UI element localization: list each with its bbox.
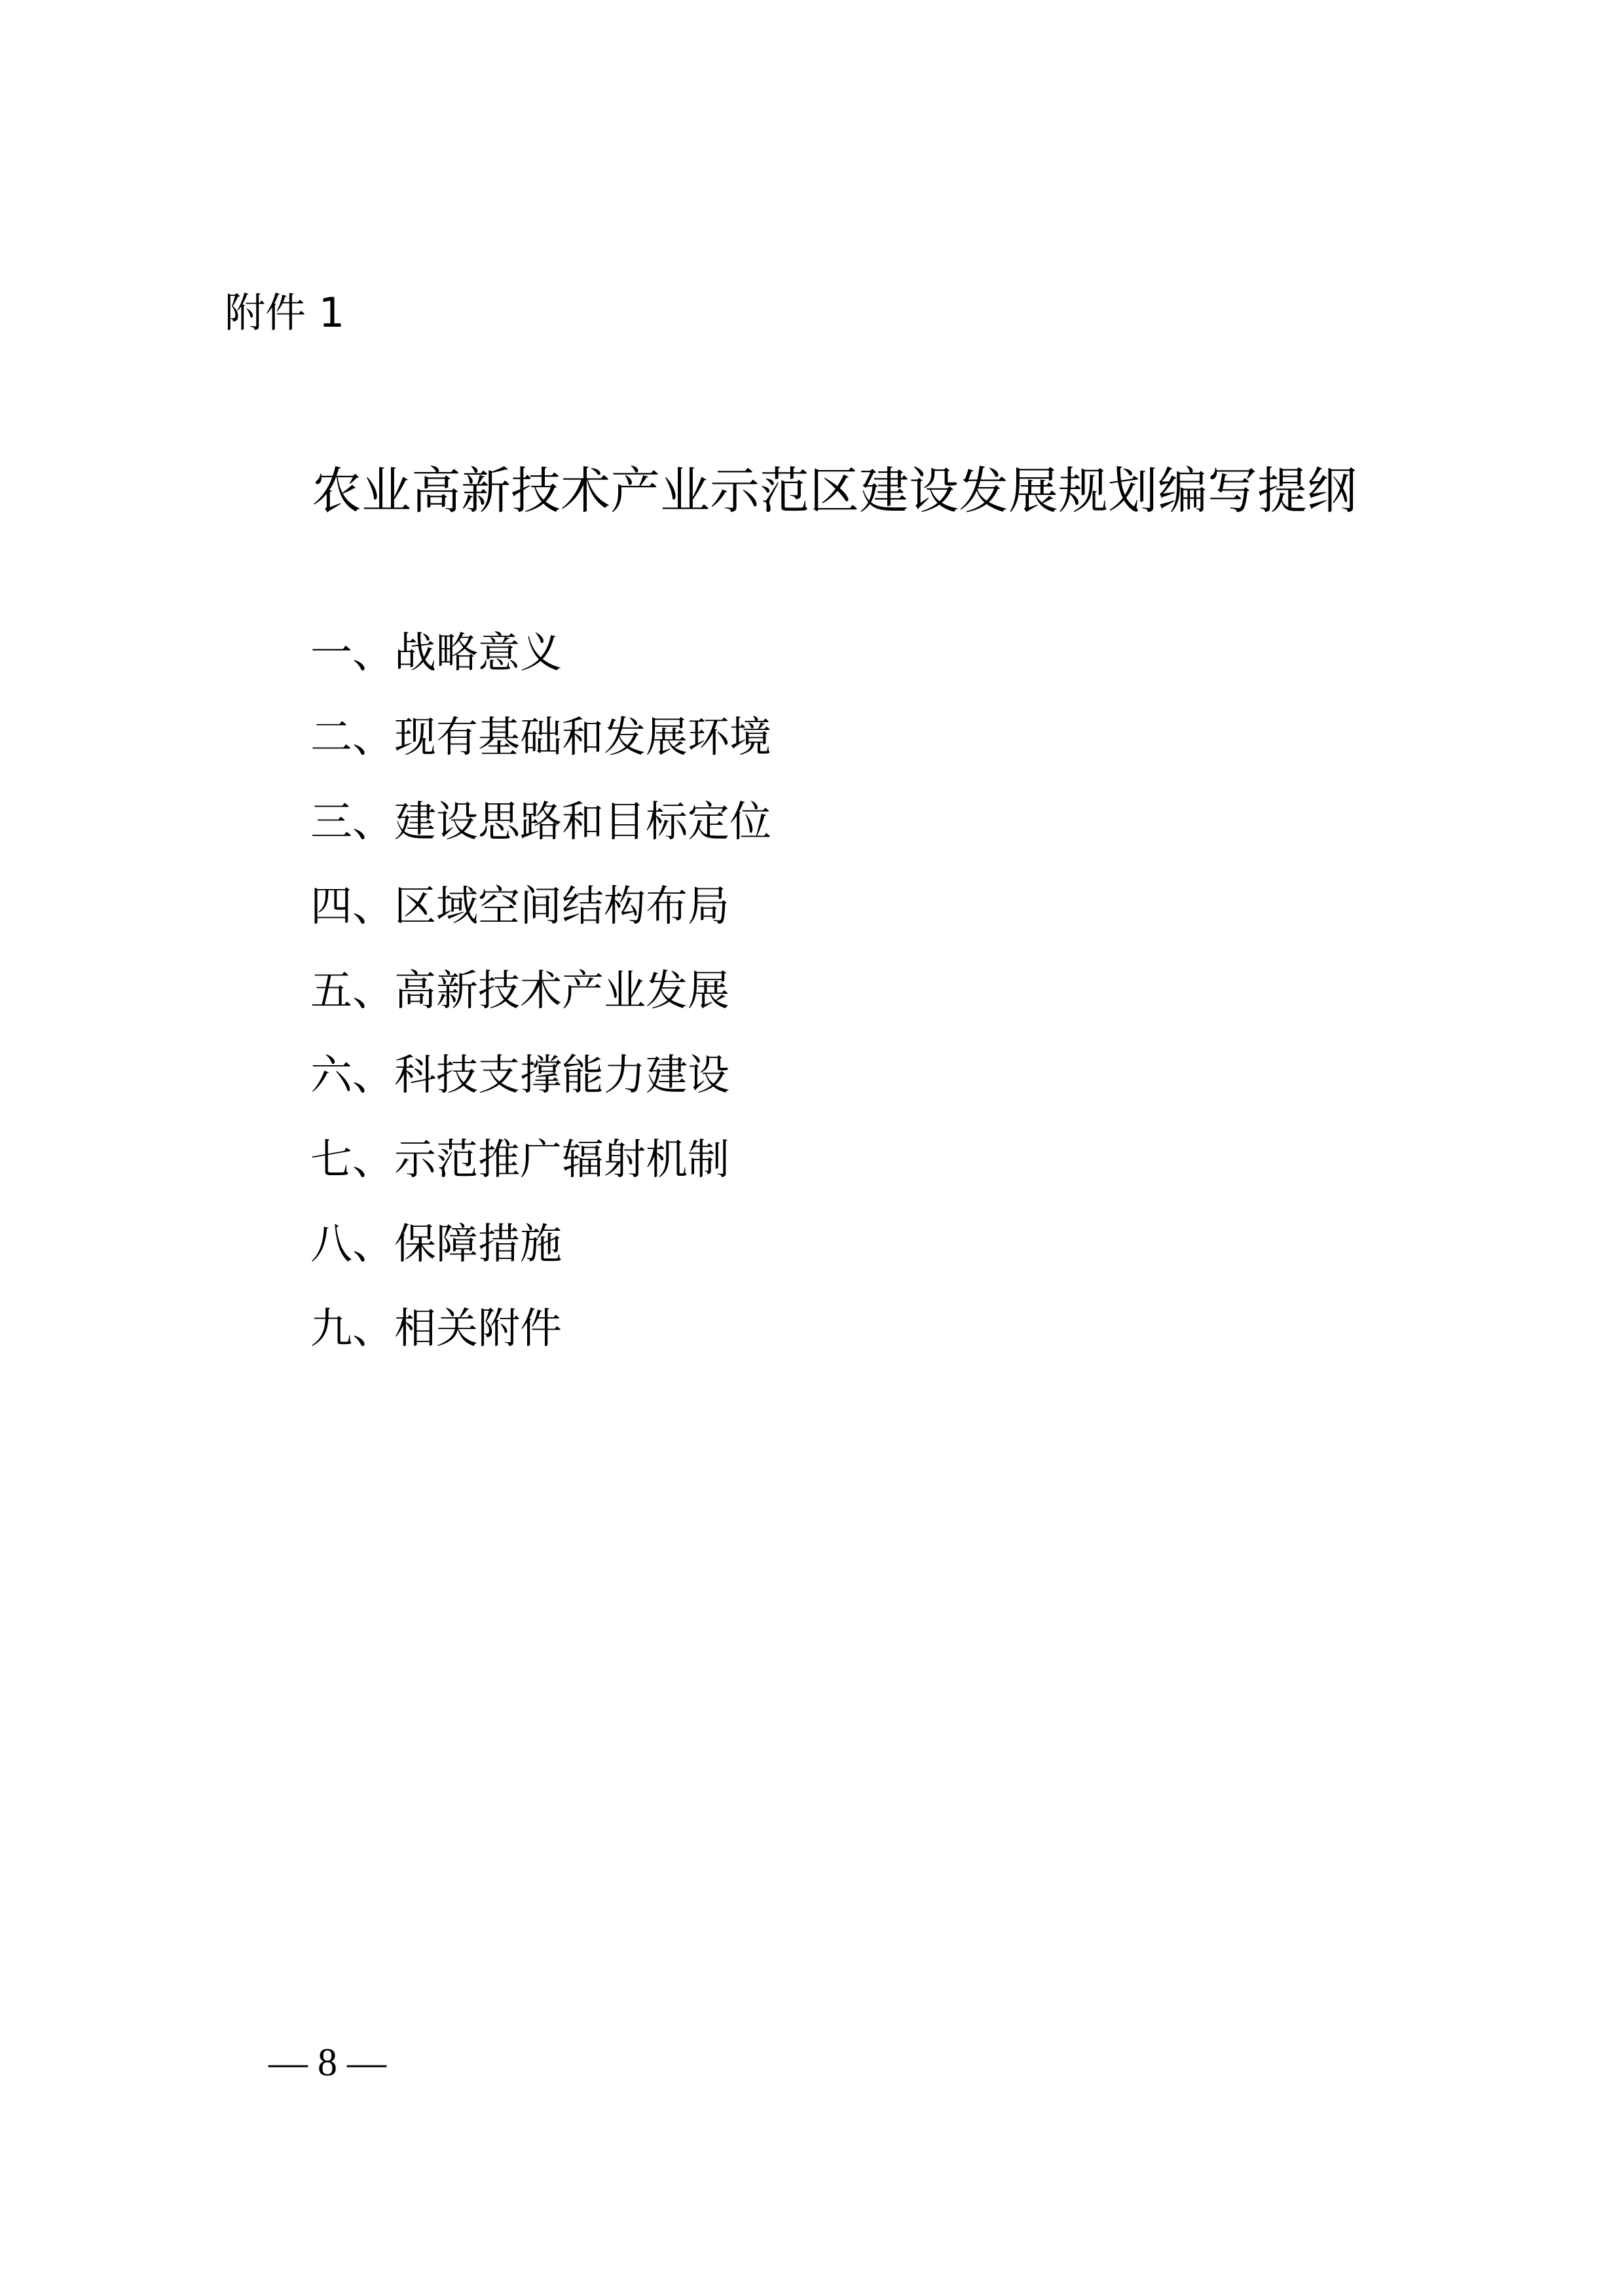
outline-item-4: 四、区域空间结构布局 <box>310 883 729 931</box>
document-title: 农业高新技术产业示范区建设发展规划编写提纲 <box>312 462 1357 520</box>
outline-item-2: 二、现有基础和发展环境 <box>310 714 771 762</box>
outline-item-8: 八、保障措施 <box>310 1220 562 1269</box>
outline-list <box>310 621 771 1381</box>
outline-item-5: 五、高新技术产业发展 <box>310 967 729 1015</box>
outline-item-6: 六、科技支撑能力建设 <box>310 1051 729 1100</box>
attachment-label: 附件 1 <box>225 289 345 337</box>
outline-item-1: 一、战略意义 <box>310 629 562 678</box>
outline-item-3: 三、建设思路和目标定位 <box>310 798 771 847</box>
outline-item-7: 七、示范推广辐射机制 <box>310 1136 729 1184</box>
outline-item-9: 九、相关附件 <box>310 1305 562 1353</box>
page-number: — 8 — <box>268 2041 386 2084</box>
